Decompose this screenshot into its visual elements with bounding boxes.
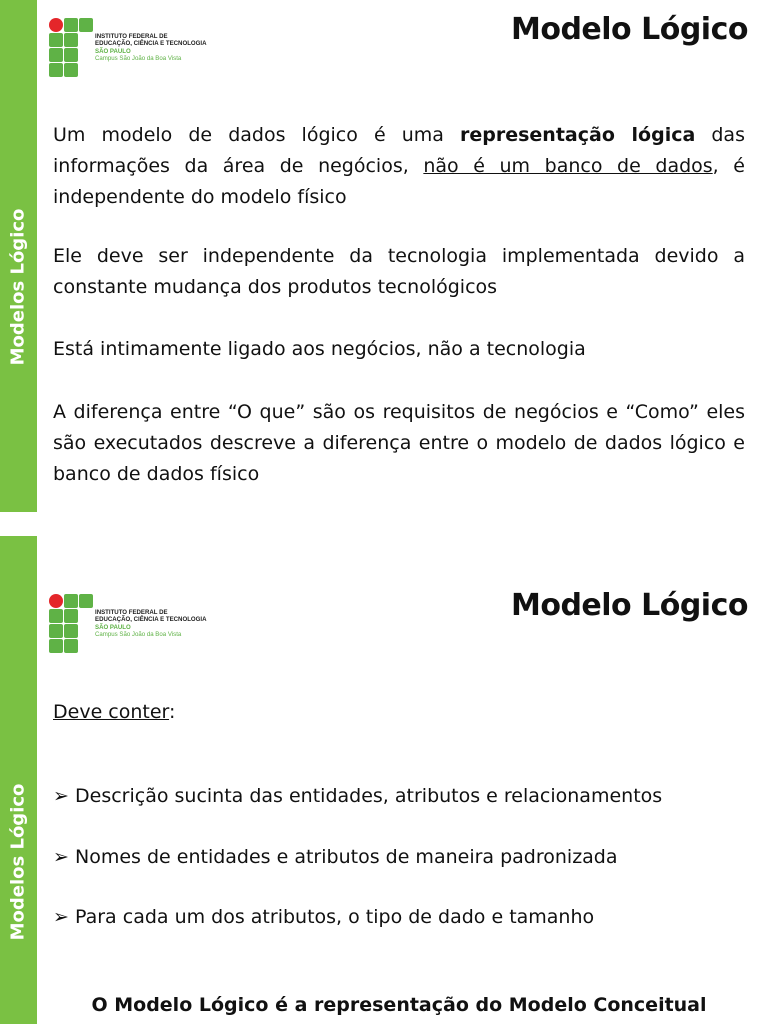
deve-conter-heading: Deve conter: bbox=[53, 701, 176, 723]
paragraph-definition: Um modelo de dados lógico é uma representação lógica das informações da área de negócios, não é um banco de dados, é independente do modelo físico bbox=[53, 124, 745, 208]
slide-2 bbox=[0, 536, 768, 1024]
list-item: ➢ Nomes de entidades e atributos de maneira padronizada bbox=[53, 843, 753, 871]
sidebar-label: Modelos Lógico bbox=[7, 208, 29, 366]
logo-mark-icon bbox=[47, 16, 95, 78]
logo-mark-icon bbox=[47, 592, 95, 654]
arrow-bullet-icon: ➢ bbox=[53, 906, 69, 928]
logo-text: INSTITUTO FEDERAL DE EDUCAÇÃO, CIÊNCIA E TECNOLOGIA SÃO PAULO Campus São João da Boa Vista bbox=[95, 609, 207, 639]
logo-text: INSTITUTO FEDERAL DE EDUCAÇÃO, CIÊNCIA E TECNOLOGIA SÃO PAULO Campus São João da Boa Vista bbox=[95, 33, 207, 63]
paragraph-independence: Ele deve ser independente da tecnologia implementada devido a constante mudança dos produtos tecnológicos bbox=[53, 245, 745, 298]
slide-title: Modelo Lógico bbox=[510, 12, 748, 47]
arrow-bullet-icon: ➢ bbox=[53, 785, 69, 807]
ifsp-logo bbox=[47, 16, 217, 80]
arrow-bullet-icon: ➢ bbox=[53, 846, 69, 868]
slide-title: Modelo Lógico bbox=[510, 588, 748, 623]
paragraph-business: Está intimamente ligado aos negócios, não a tecnologia bbox=[53, 338, 586, 360]
sidebar bbox=[0, 536, 37, 1024]
ifsp-logo bbox=[47, 592, 217, 656]
paragraph-difference: A diferença entre “O que” são os requisitos de negócios e “Como” eles são executados descreve a diferença entre o modelo de dados lógico e banco de dados físico bbox=[53, 401, 745, 485]
list-item: ➢ Para cada um dos atributos, o tipo de dado e tamanho bbox=[53, 903, 753, 931]
conclusion-text: O Modelo Lógico é a representação do Modelo Conceitual bbox=[91, 994, 707, 1016]
sidebar-label: Modelos Lógico bbox=[7, 783, 29, 941]
list-item: ➢ Descrição sucinta das entidades, atributos e relacionamentos bbox=[53, 782, 753, 810]
sidebar bbox=[0, 0, 37, 512]
